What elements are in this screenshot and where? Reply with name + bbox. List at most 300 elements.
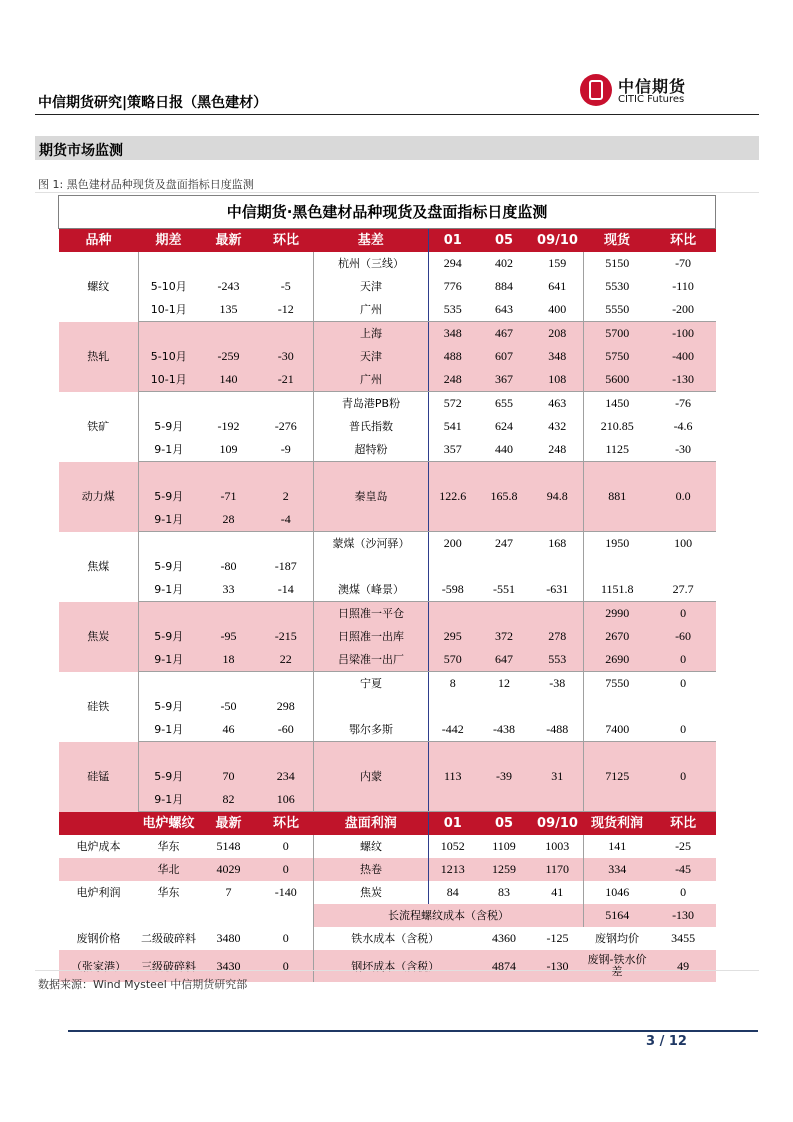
header-cell: 05 bbox=[477, 229, 532, 253]
spot-profit-change: -25 bbox=[651, 835, 716, 858]
basis-05: 165.8 bbox=[477, 485, 532, 508]
basis-0910: 168 bbox=[532, 532, 584, 556]
table-row bbox=[59, 718, 716, 742]
spread-latest: -50 bbox=[199, 695, 259, 718]
spread-latest: 70 bbox=[199, 765, 259, 788]
spot-profit-change: -45 bbox=[651, 858, 716, 881]
variety-label: 动力煤 bbox=[59, 462, 139, 532]
basis-01 bbox=[429, 602, 477, 626]
profit-05: 1109 bbox=[477, 835, 532, 858]
scrap-row bbox=[59, 927, 716, 950]
spot-price: 1450 bbox=[584, 392, 651, 416]
spot-change: 27.7 bbox=[651, 578, 716, 602]
table-row bbox=[59, 368, 716, 392]
spot-price-empty bbox=[584, 742, 651, 766]
table-row bbox=[59, 462, 716, 486]
basis-05 bbox=[477, 602, 532, 626]
futures-profit-label: 焦炭 bbox=[314, 881, 429, 904]
profit-header-cell: 现货利润 bbox=[584, 812, 651, 836]
spread-empty bbox=[139, 672, 199, 696]
profit-header-cell: 09/10 bbox=[532, 812, 584, 836]
basis-label: 宁夏 bbox=[314, 672, 429, 696]
spot-price: 2990 bbox=[584, 602, 651, 626]
basis-05: 607 bbox=[477, 345, 532, 368]
table-row bbox=[59, 532, 716, 556]
basis-05: -438 bbox=[477, 718, 532, 742]
spot-change: -70 bbox=[651, 252, 716, 275]
table-row bbox=[59, 578, 716, 602]
eaf-latest: 4029 bbox=[199, 858, 259, 881]
spot-profit: 334 bbox=[584, 858, 651, 881]
eaf-latest: 5148 bbox=[199, 835, 259, 858]
eaf-label: 电炉成本 bbox=[59, 835, 139, 858]
figure-bottom-rule bbox=[35, 970, 759, 971]
spread-empty bbox=[139, 532, 199, 556]
futures-profit-label: 热卷 bbox=[314, 858, 429, 881]
scrap-price: 3430 bbox=[199, 950, 259, 982]
basis-label: 日照准一出库 bbox=[314, 625, 429, 648]
empty-cell bbox=[139, 904, 199, 927]
basis-label: 杭州（三线） bbox=[314, 252, 429, 275]
spread-change: -30 bbox=[259, 345, 314, 368]
cost-change: -125 bbox=[532, 927, 584, 950]
monitor-table bbox=[58, 195, 716, 982]
basis-0910: 159 bbox=[532, 252, 584, 275]
profit-05: 1259 bbox=[477, 858, 532, 881]
basis-label-empty bbox=[314, 462, 429, 486]
spot-price: 210.85 bbox=[584, 415, 651, 438]
basis-05-empty bbox=[477, 788, 532, 812]
spot-profit: 141 bbox=[584, 835, 651, 858]
table-row bbox=[59, 672, 716, 696]
spot-change: -200 bbox=[651, 298, 716, 322]
spot-change: 0 bbox=[651, 718, 716, 742]
spot-change-empty bbox=[651, 788, 716, 812]
basis-01-empty bbox=[429, 788, 477, 812]
basis-label: 广州 bbox=[314, 368, 429, 392]
long-process-label: 长流程螺纹成本（含税） bbox=[314, 904, 584, 927]
spread-empty bbox=[259, 392, 314, 416]
basis-0910-empty bbox=[532, 462, 584, 486]
spot-price-empty bbox=[584, 555, 651, 578]
eaf-region: 华东 bbox=[139, 835, 199, 858]
variety-label: 硅铁 bbox=[59, 672, 139, 742]
basis-01: -442 bbox=[429, 718, 477, 742]
page-number: 3 / 12 bbox=[646, 1034, 687, 1049]
basis-0910: 400 bbox=[532, 298, 584, 322]
table-row bbox=[59, 765, 716, 788]
basis-0910: 31 bbox=[532, 765, 584, 788]
empty-cell bbox=[259, 904, 314, 927]
basis-0910: -488 bbox=[532, 718, 584, 742]
basis-label: 普氏指数 bbox=[314, 415, 429, 438]
basis-01-empty bbox=[429, 742, 477, 766]
spread-latest: 135 bbox=[199, 298, 259, 322]
spread-change: 22 bbox=[259, 648, 314, 672]
spot-profit-change: 0 bbox=[651, 881, 716, 904]
basis-01-empty bbox=[429, 555, 477, 578]
footer-rule bbox=[68, 1030, 758, 1032]
basis-0910: 463 bbox=[532, 392, 584, 416]
profit-row bbox=[59, 858, 716, 881]
table-row bbox=[59, 788, 716, 812]
spread-empty bbox=[259, 252, 314, 275]
profit-header-cell: 05 bbox=[477, 812, 532, 836]
spread-period: 9-1月 bbox=[139, 578, 199, 602]
spread-latest: -95 bbox=[199, 625, 259, 648]
data-source: 数据来源：Wind Mysteel 中信期货研究部 bbox=[38, 978, 248, 991]
page-header-title: 中信期货研究|策略日报（黑色建材） bbox=[38, 95, 268, 111]
empty-cell bbox=[59, 904, 139, 927]
basis-01: 541 bbox=[429, 415, 477, 438]
spot-price-empty bbox=[584, 695, 651, 718]
basis-0910 bbox=[532, 602, 584, 626]
basis-05: -551 bbox=[477, 578, 532, 602]
header-cell: 09/10 bbox=[532, 229, 584, 253]
long-process-change: -130 bbox=[651, 904, 716, 927]
table-row bbox=[59, 742, 716, 766]
profit-header-cell: 电炉螺纹 bbox=[139, 812, 199, 836]
spot-change: -400 bbox=[651, 345, 716, 368]
scrap-stat-value: 49 bbox=[651, 950, 716, 982]
basis-01-empty bbox=[429, 462, 477, 486]
table-title-row bbox=[59, 196, 716, 229]
spread-period: 5-10月 bbox=[139, 275, 199, 298]
spot-change-empty bbox=[651, 508, 716, 532]
spread-latest: -259 bbox=[199, 345, 259, 368]
basis-label: 广州 bbox=[314, 298, 429, 322]
header-rule bbox=[35, 114, 759, 115]
spot-price: 5700 bbox=[584, 322, 651, 346]
spread-empty bbox=[199, 602, 259, 626]
basis-05: 372 bbox=[477, 625, 532, 648]
logo-en: CITIC Futures bbox=[618, 94, 685, 105]
basis-label: 秦皇岛 bbox=[314, 485, 429, 508]
scrap-label: 废钢价格 bbox=[59, 927, 139, 950]
basis-01: 488 bbox=[429, 345, 477, 368]
basis-01: 357 bbox=[429, 438, 477, 462]
spread-empty bbox=[139, 462, 199, 486]
cost-label: 铁水成本（含税） bbox=[314, 927, 477, 950]
basis-0910: 641 bbox=[532, 275, 584, 298]
spread-empty bbox=[199, 742, 259, 766]
basis-0910: 432 bbox=[532, 415, 584, 438]
profit-01: 1052 bbox=[429, 835, 477, 858]
spot-price-empty bbox=[584, 508, 651, 532]
basis-01-empty bbox=[429, 695, 477, 718]
spread-period: 9-1月 bbox=[139, 438, 199, 462]
spot-change-empty bbox=[651, 555, 716, 578]
spread-latest: 46 bbox=[199, 718, 259, 742]
table-row bbox=[59, 648, 716, 672]
basis-05-empty bbox=[477, 742, 532, 766]
spot-change: -60 bbox=[651, 625, 716, 648]
basis-0910-empty bbox=[532, 508, 584, 532]
spread-latest: -192 bbox=[199, 415, 259, 438]
spot-price: 1151.8 bbox=[584, 578, 651, 602]
table-row bbox=[59, 625, 716, 648]
basis-0910: 248 bbox=[532, 438, 584, 462]
table-row bbox=[59, 508, 716, 532]
basis-05: 884 bbox=[477, 275, 532, 298]
scrap-change: 0 bbox=[259, 927, 314, 950]
variety-label: 螺纹 bbox=[59, 252, 139, 322]
spot-change-empty bbox=[651, 742, 716, 766]
long-process-value: 5164 bbox=[584, 904, 651, 927]
basis-0910-empty bbox=[532, 788, 584, 812]
basis-label: 鄂尔多斯 bbox=[314, 718, 429, 742]
table-row bbox=[59, 345, 716, 368]
spot-change-empty bbox=[651, 462, 716, 486]
basis-01: 776 bbox=[429, 275, 477, 298]
spot-price: 5150 bbox=[584, 252, 651, 275]
spot-price: 7125 bbox=[584, 765, 651, 788]
basis-label: 天津 bbox=[314, 345, 429, 368]
basis-label: 内蒙 bbox=[314, 765, 429, 788]
spread-period: 5-10月 bbox=[139, 345, 199, 368]
basis-01: 248 bbox=[429, 368, 477, 392]
spot-change: -4.6 bbox=[651, 415, 716, 438]
basis-05: 643 bbox=[477, 298, 532, 322]
basis-label: 超特粉 bbox=[314, 438, 429, 462]
spot-price: 7400 bbox=[584, 718, 651, 742]
eaf-change: 0 bbox=[259, 858, 314, 881]
spread-latest: 82 bbox=[199, 788, 259, 812]
basis-05-empty bbox=[477, 508, 532, 532]
table-title: 中信期货·黑色建材品种现货及盘面指标日度监测 bbox=[59, 196, 716, 229]
spread-change: -60 bbox=[259, 718, 314, 742]
spread-empty bbox=[139, 602, 199, 626]
spot-price: 5750 bbox=[584, 345, 651, 368]
variety-label: 硅锰 bbox=[59, 742, 139, 812]
spread-change: 2 bbox=[259, 485, 314, 508]
spot-price: 5600 bbox=[584, 368, 651, 392]
profit-header-row bbox=[59, 812, 716, 836]
spread-change: 234 bbox=[259, 765, 314, 788]
spread-change: -187 bbox=[259, 555, 314, 578]
spread-period: 5-9月 bbox=[139, 695, 199, 718]
spread-latest: -80 bbox=[199, 555, 259, 578]
long-process-row bbox=[59, 904, 716, 927]
profit-header-cell: 01 bbox=[429, 812, 477, 836]
citic-logo-icon bbox=[580, 74, 612, 106]
table-row bbox=[59, 555, 716, 578]
basis-05: 647 bbox=[477, 648, 532, 672]
header-cell: 环比 bbox=[651, 229, 716, 253]
spread-change: -21 bbox=[259, 368, 314, 392]
spot-change: 0 bbox=[651, 602, 716, 626]
spread-empty bbox=[199, 322, 259, 346]
eaf-label bbox=[59, 858, 139, 881]
basis-0910: 278 bbox=[532, 625, 584, 648]
profit-row bbox=[59, 881, 716, 904]
spread-latest: 28 bbox=[199, 508, 259, 532]
futures-profit-label: 螺纹 bbox=[314, 835, 429, 858]
spot-price: 881 bbox=[584, 485, 651, 508]
eaf-label: 电炉利润 bbox=[59, 881, 139, 904]
spot-change: 0 bbox=[651, 648, 716, 672]
basis-label: 吕梁准一出厂 bbox=[314, 648, 429, 672]
profit-0910: 41 bbox=[532, 881, 584, 904]
scrap-price: 3480 bbox=[199, 927, 259, 950]
header-cell-empty bbox=[59, 812, 139, 836]
basis-05: 624 bbox=[477, 415, 532, 438]
basis-01: 572 bbox=[429, 392, 477, 416]
basis-0910: 553 bbox=[532, 648, 584, 672]
table-row bbox=[59, 252, 716, 275]
table-row bbox=[59, 438, 716, 462]
scrap-change: 0 bbox=[259, 950, 314, 982]
basis-01: 570 bbox=[429, 648, 477, 672]
spread-latest: -243 bbox=[199, 275, 259, 298]
eaf-change: 0 bbox=[259, 835, 314, 858]
scrap-stat-label: 废钢均价 bbox=[584, 927, 651, 950]
scrap-stat-value: 3455 bbox=[651, 927, 716, 950]
spread-empty bbox=[139, 322, 199, 346]
basis-05-empty bbox=[477, 695, 532, 718]
spread-empty bbox=[259, 602, 314, 626]
spread-empty bbox=[139, 392, 199, 416]
table-row bbox=[59, 275, 716, 298]
spot-change: -100 bbox=[651, 322, 716, 346]
variety-label: 铁矿 bbox=[59, 392, 139, 462]
spread-empty bbox=[259, 462, 314, 486]
profit-header-cell: 最新 bbox=[199, 812, 259, 836]
table-row bbox=[59, 602, 716, 626]
spread-period: 9-1月 bbox=[139, 508, 199, 532]
header-cell: 01 bbox=[429, 229, 477, 253]
spot-price-empty bbox=[584, 788, 651, 812]
basis-label: 天津 bbox=[314, 275, 429, 298]
profit-header-cell: 盘面利润 bbox=[314, 812, 429, 836]
variety-label: 热轧 bbox=[59, 322, 139, 392]
basis-05: 467 bbox=[477, 322, 532, 346]
logo bbox=[580, 72, 760, 112]
spread-empty bbox=[259, 742, 314, 766]
spread-period: 5-9月 bbox=[139, 765, 199, 788]
cost-value: 4360 bbox=[477, 927, 532, 950]
basis-label-empty bbox=[314, 788, 429, 812]
header-cell: 基差 bbox=[314, 229, 429, 253]
basis-01: 113 bbox=[429, 765, 477, 788]
profit-header-cell: 环比 bbox=[259, 812, 314, 836]
basis-label: 上海 bbox=[314, 322, 429, 346]
basis-05-empty bbox=[477, 555, 532, 578]
basis-label-empty bbox=[314, 742, 429, 766]
spread-change: -276 bbox=[259, 415, 314, 438]
spot-change: 0.0 bbox=[651, 485, 716, 508]
table-row bbox=[59, 415, 716, 438]
spread-empty bbox=[259, 532, 314, 556]
spread-empty bbox=[259, 672, 314, 696]
basis-0910: 348 bbox=[532, 345, 584, 368]
eaf-region: 华北 bbox=[139, 858, 199, 881]
basis-05: 247 bbox=[477, 532, 532, 556]
basis-05: 367 bbox=[477, 368, 532, 392]
spot-price: 2670 bbox=[584, 625, 651, 648]
spread-empty bbox=[199, 672, 259, 696]
cost-change: -130 bbox=[532, 950, 584, 982]
spot-change-empty bbox=[651, 695, 716, 718]
profit-01: 1213 bbox=[429, 858, 477, 881]
eaf-region: 华东 bbox=[139, 881, 199, 904]
spot-change: 0 bbox=[651, 765, 716, 788]
spread-period: 9-1月 bbox=[139, 648, 199, 672]
table-row bbox=[59, 298, 716, 322]
spot-change: -76 bbox=[651, 392, 716, 416]
figure-caption-text: 图 1: 黑色建材品种现货及盘面指标日度监测 bbox=[38, 178, 254, 191]
basis-01-empty bbox=[429, 508, 477, 532]
variety-label: 焦煤 bbox=[59, 532, 139, 602]
spot-change: 0 bbox=[651, 672, 716, 696]
basis-label: 日照准一平仓 bbox=[314, 602, 429, 626]
basis-01: 200 bbox=[429, 532, 477, 556]
basis-0910-empty bbox=[532, 695, 584, 718]
spread-empty bbox=[199, 392, 259, 416]
spread-empty bbox=[199, 252, 259, 275]
basis-label: 青岛港PB粉 bbox=[314, 392, 429, 416]
spot-change: -30 bbox=[651, 438, 716, 462]
logo-cn: 中信期货 bbox=[618, 77, 687, 96]
basis-05: 12 bbox=[477, 672, 532, 696]
spread-period: 9-1月 bbox=[139, 788, 199, 812]
header-cell: 最新 bbox=[199, 229, 259, 253]
spread-period: 5-9月 bbox=[139, 625, 199, 648]
table-row bbox=[59, 322, 716, 346]
basis-01: 295 bbox=[429, 625, 477, 648]
spread-latest: 109 bbox=[199, 438, 259, 462]
basis-0910-empty bbox=[532, 742, 584, 766]
spot-profit: 1046 bbox=[584, 881, 651, 904]
basis-05: 440 bbox=[477, 438, 532, 462]
profit-0910: 1170 bbox=[532, 858, 584, 881]
basis-01: 294 bbox=[429, 252, 477, 275]
spot-change: 100 bbox=[651, 532, 716, 556]
spread-empty bbox=[139, 252, 199, 275]
spread-latest: 33 bbox=[199, 578, 259, 602]
basis-label: 蒙煤（沙河驿） bbox=[314, 532, 429, 556]
scrap-stat-label: 废钢-铁水价差 bbox=[584, 950, 651, 982]
section-bar bbox=[35, 136, 759, 160]
basis-0910: -38 bbox=[532, 672, 584, 696]
spread-period: 10-1月 bbox=[139, 368, 199, 392]
spread-period: 5-9月 bbox=[139, 485, 199, 508]
spread-change: -5 bbox=[259, 275, 314, 298]
basis-0910: 208 bbox=[532, 322, 584, 346]
scrap-grade: 三级破碎料 bbox=[139, 950, 199, 982]
basis-0910: 108 bbox=[532, 368, 584, 392]
basis-01: 535 bbox=[429, 298, 477, 322]
spot-price: 1125 bbox=[584, 438, 651, 462]
basis-05-empty bbox=[477, 462, 532, 486]
spot-price: 7550 bbox=[584, 672, 651, 696]
table-row bbox=[59, 392, 716, 416]
basis-01: 122.6 bbox=[429, 485, 477, 508]
spread-change: -14 bbox=[259, 578, 314, 602]
cost-label: 钢坯成本（含税） bbox=[314, 950, 477, 982]
spot-price-empty bbox=[584, 462, 651, 486]
variety-label: 焦炭 bbox=[59, 602, 139, 672]
basis-05: 655 bbox=[477, 392, 532, 416]
header-cell: 期差 bbox=[139, 229, 199, 253]
basis-label-empty bbox=[314, 508, 429, 532]
header-cell: 品种 bbox=[59, 229, 139, 253]
spot-price: 5550 bbox=[584, 298, 651, 322]
table-row bbox=[59, 485, 716, 508]
basis-label-empty bbox=[314, 695, 429, 718]
spread-change: -9 bbox=[259, 438, 314, 462]
spread-empty bbox=[199, 532, 259, 556]
